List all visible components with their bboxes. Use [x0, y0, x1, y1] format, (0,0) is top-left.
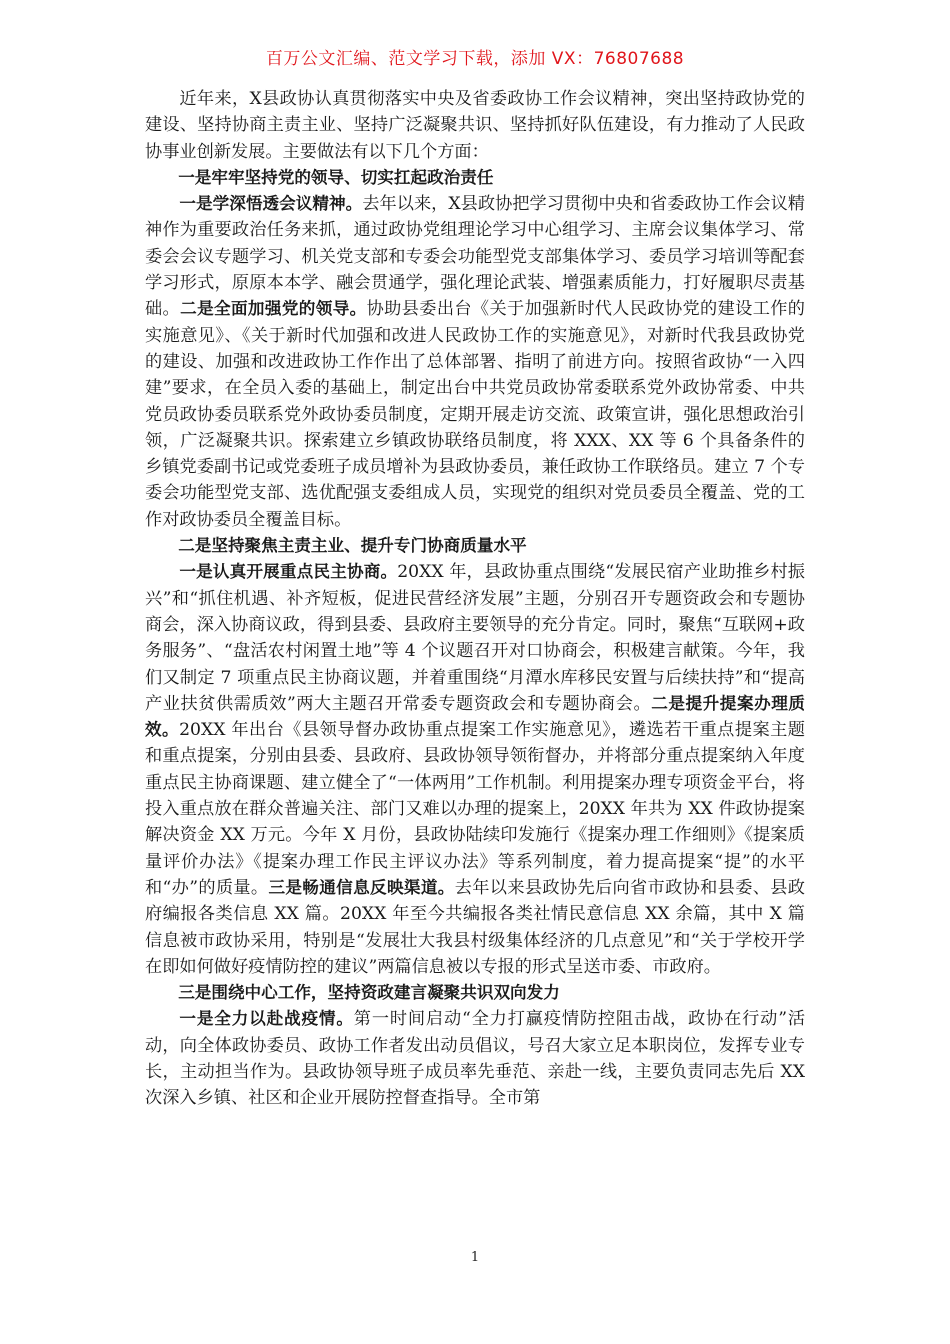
- section-2-lead-1: 一是认真开展重点民主协商。: [179, 562, 398, 582]
- section-2-text-3: 去年以来县政协先后向省市政协和县委、县政府编报各类信息 XX 篇。20XX 年至今共编报各类社情民意信息 XX 余篇，其中 X 篇信息被市政协采用，特别是“发展壮大我县村级集体经济的几点意见”和“关于学校开学在即如何做好疫情防控的建议”两篇信息被以专报的形式呈送市委、市政府。: [145, 877, 805, 977]
- section-1-text-2: 协助县委出台《关于加强新时代人民政协党的建设工作的实施意见》、《关于新时代加强和改进人民政协工作的实施意见》，对新时代我县政协党的建设、加强和改进政协工作作出了总体部署、指明了前进方向。按照省政协“一入四建”要求，在全员入委的基础上，制定出台中共党员政协常委联系党外政协常委、中共党员政协委员联系党外政协委员制度，定期开展走访交流、政策宣讲，强化思想政治引领，广泛凝聚共识。探索建立乡镇政协联络员制度，将 XXX、XX 等 6 个具备条件的乡镇党委副书记或党委班子成员增补为县政协委员，兼任政协工作联络员。建立 7 个专委会功能型党支部、选优配强支委组成人员，实现党的组织对党员委员全覆盖、党的工作对政协委员全覆盖目标。: [145, 299, 805, 530]
- section-3-paragraph: [145, 1006, 805, 1111]
- section-2-heading: 二是坚持聚焦主责主业、提升专门协商质量水平: [178, 536, 527, 556]
- section-2-paragraph: [145, 559, 805, 980]
- section-1-heading: 一是牢牢坚持党的领导、切实扛起政治责任: [178, 167, 494, 187]
- section-3-heading: 三是围绕中心工作，坚持资政建言凝聚共识双向发力: [178, 983, 560, 1003]
- section-3-lead-1: 一是全力以赴战疫情。: [179, 1009, 354, 1029]
- document-body: [145, 86, 805, 1112]
- section-2-text-2: 20XX 年出台《县领导督办政协重点提案工作实施意见》，遴选若干重点提案主题和重点提案，分别由县委、县政府、县政协领导领衔督办，并将部分重点提案纳入年度重点民主协商课题、建立健全了“一体两用”工作机制。利用提案办理专项资金平台，将投入重点放在群众普遍关注、部门又难以办理的提案上，20XX 年共为 XX 件政协提案解决资金 XX 万元。今年 X 月份，县政协陆续印发施行《提案办理工作细则》《提案质量评价办法》《提案办理工作民主评议办法》等系列制度，着力提高提案“提”的水平和“办”的质量。: [145, 720, 805, 898]
- section-1-lead-1: 一是学深悟透会议精神。: [179, 194, 363, 214]
- header-banner: 百万公文汇编、范文学习下载，添加 VX：76807688: [265, 49, 685, 69]
- section-2-lead-2: 二是提升提案办理质效。: [145, 693, 806, 740]
- page-number: 1: [470, 1250, 480, 1265]
- section-2-lead-3: 三是畅通信息反映渠道。: [268, 877, 455, 897]
- section-1-lead-2: 二是全面加强党的领导。: [180, 299, 367, 319]
- section-1-paragraph: [145, 191, 805, 533]
- intro-paragraph: 近年来，X县政协认真贯彻落实中央及省委政协工作会议精神，突出坚持政协党的建设、坚持协商主责主业、坚持广泛凝聚共识、坚持抓好队伍建设，有力推动了人民政协事业创新发展。主要做法有以下几个方面：: [145, 89, 805, 162]
- section-1-text-1: 去年以来，X县政协把学习贯彻中央和省委政协工作会议精神作为重要政治任务来抓，通过政协党组理论学习中心组学习、主席会议集体学习、常委会会议专题学习、机关党支部和专委会功能型党支部集体学习、委员学习培训等配套学习形式，原原本本学、融会贯通学，强化理论武装、增强素质能力，打好履职尽责基础。: [145, 194, 805, 320]
- section-2-text-1: 20XX 年，县政协重点围绕“发展民宿产业助推乡村振兴”和“抓住机遇、补齐短板，促进民营经济发展”主题，分别召开专题资政会和专题协商会，深入协商议政，得到县委、县政府主要领导的充分肯定。同时，聚焦“互联网+政务服务”、“盘活农村闲置土地”等 4 个议题召开对口协商会，积极建言献策。今年，我们又制定 7 项重点民主协商议题，并着重围绕“月潭水库移民安置与后续扶持”和“提高产业扶贫供需质效”两大主题召开常委专题资政会和专题协商会。: [145, 562, 805, 714]
- section-3-text-1: 第一时间启动“全力打赢疫情防控阻击战，政协在行动”活动，向全体政协委员、政协工作者发出动员倡议，号召大家立足本职岗位，发挥专业专长，主动担当作为。县政协领导班子成员率先垂范、亲赴一线，主要负责同志先后 XX 次深入乡镇、社区和企业开展防控督查指导。全市第: [145, 1009, 806, 1109]
